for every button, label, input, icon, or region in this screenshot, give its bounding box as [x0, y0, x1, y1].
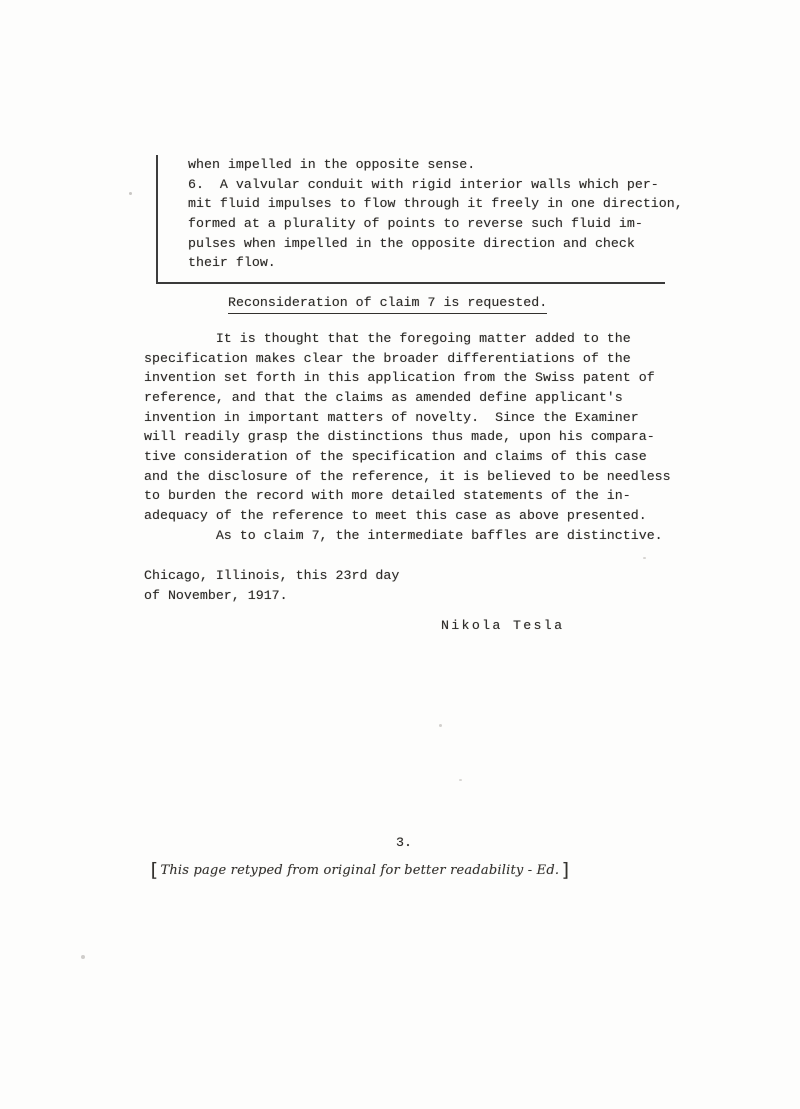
scan-speck	[439, 724, 442, 727]
close-bracket: ]	[560, 859, 572, 881]
body-paragraphs: It is thought that the foregoing matter added to the specification makes clear the broader differentiations of the invention set forth in this application from the Swiss patent of reference, and that the claims as amended define applicant's invention in important matters of novelty. Since the Examiner will readily grasp the distinctions thus made, upon his compara- tive consideration of the specification and claims of this case and the disclosure of the reference, it is believed to be needless to burden the record with more detailed statements of the in- adequacy of the reference to meet this case as above presented. As to claim 7, the intermediate baffles are distinctive.	[144, 331, 671, 543]
editor-note-text: This page retyped from original for better readability - Ed.	[160, 863, 560, 878]
page-number: 3.	[396, 835, 412, 850]
scan-speck	[81, 955, 85, 959]
open-bracket: [	[148, 859, 160, 881]
closing-dateline: Chicago, Illinois, this 23rd day of November, 1917.	[144, 568, 400, 603]
claims-excerpt-text: when impelled in the opposite sense. 6. A valvular conduit with rigid interior walls which per- mit fluid impulses to flow through it freely in one direction, formed at a plurality of points to reverse such fluid im- pulses when impelled in the opposite direction and check their flow.	[188, 157, 683, 271]
editor-note	[147, 860, 573, 881]
scan-speck	[129, 192, 132, 195]
scan-speck	[459, 779, 462, 781]
scan-speck	[643, 557, 646, 559]
section-heading: Reconsideration of claim 7 is requested.	[228, 295, 547, 314]
signature-name: Nikola Tesla	[441, 618, 565, 633]
